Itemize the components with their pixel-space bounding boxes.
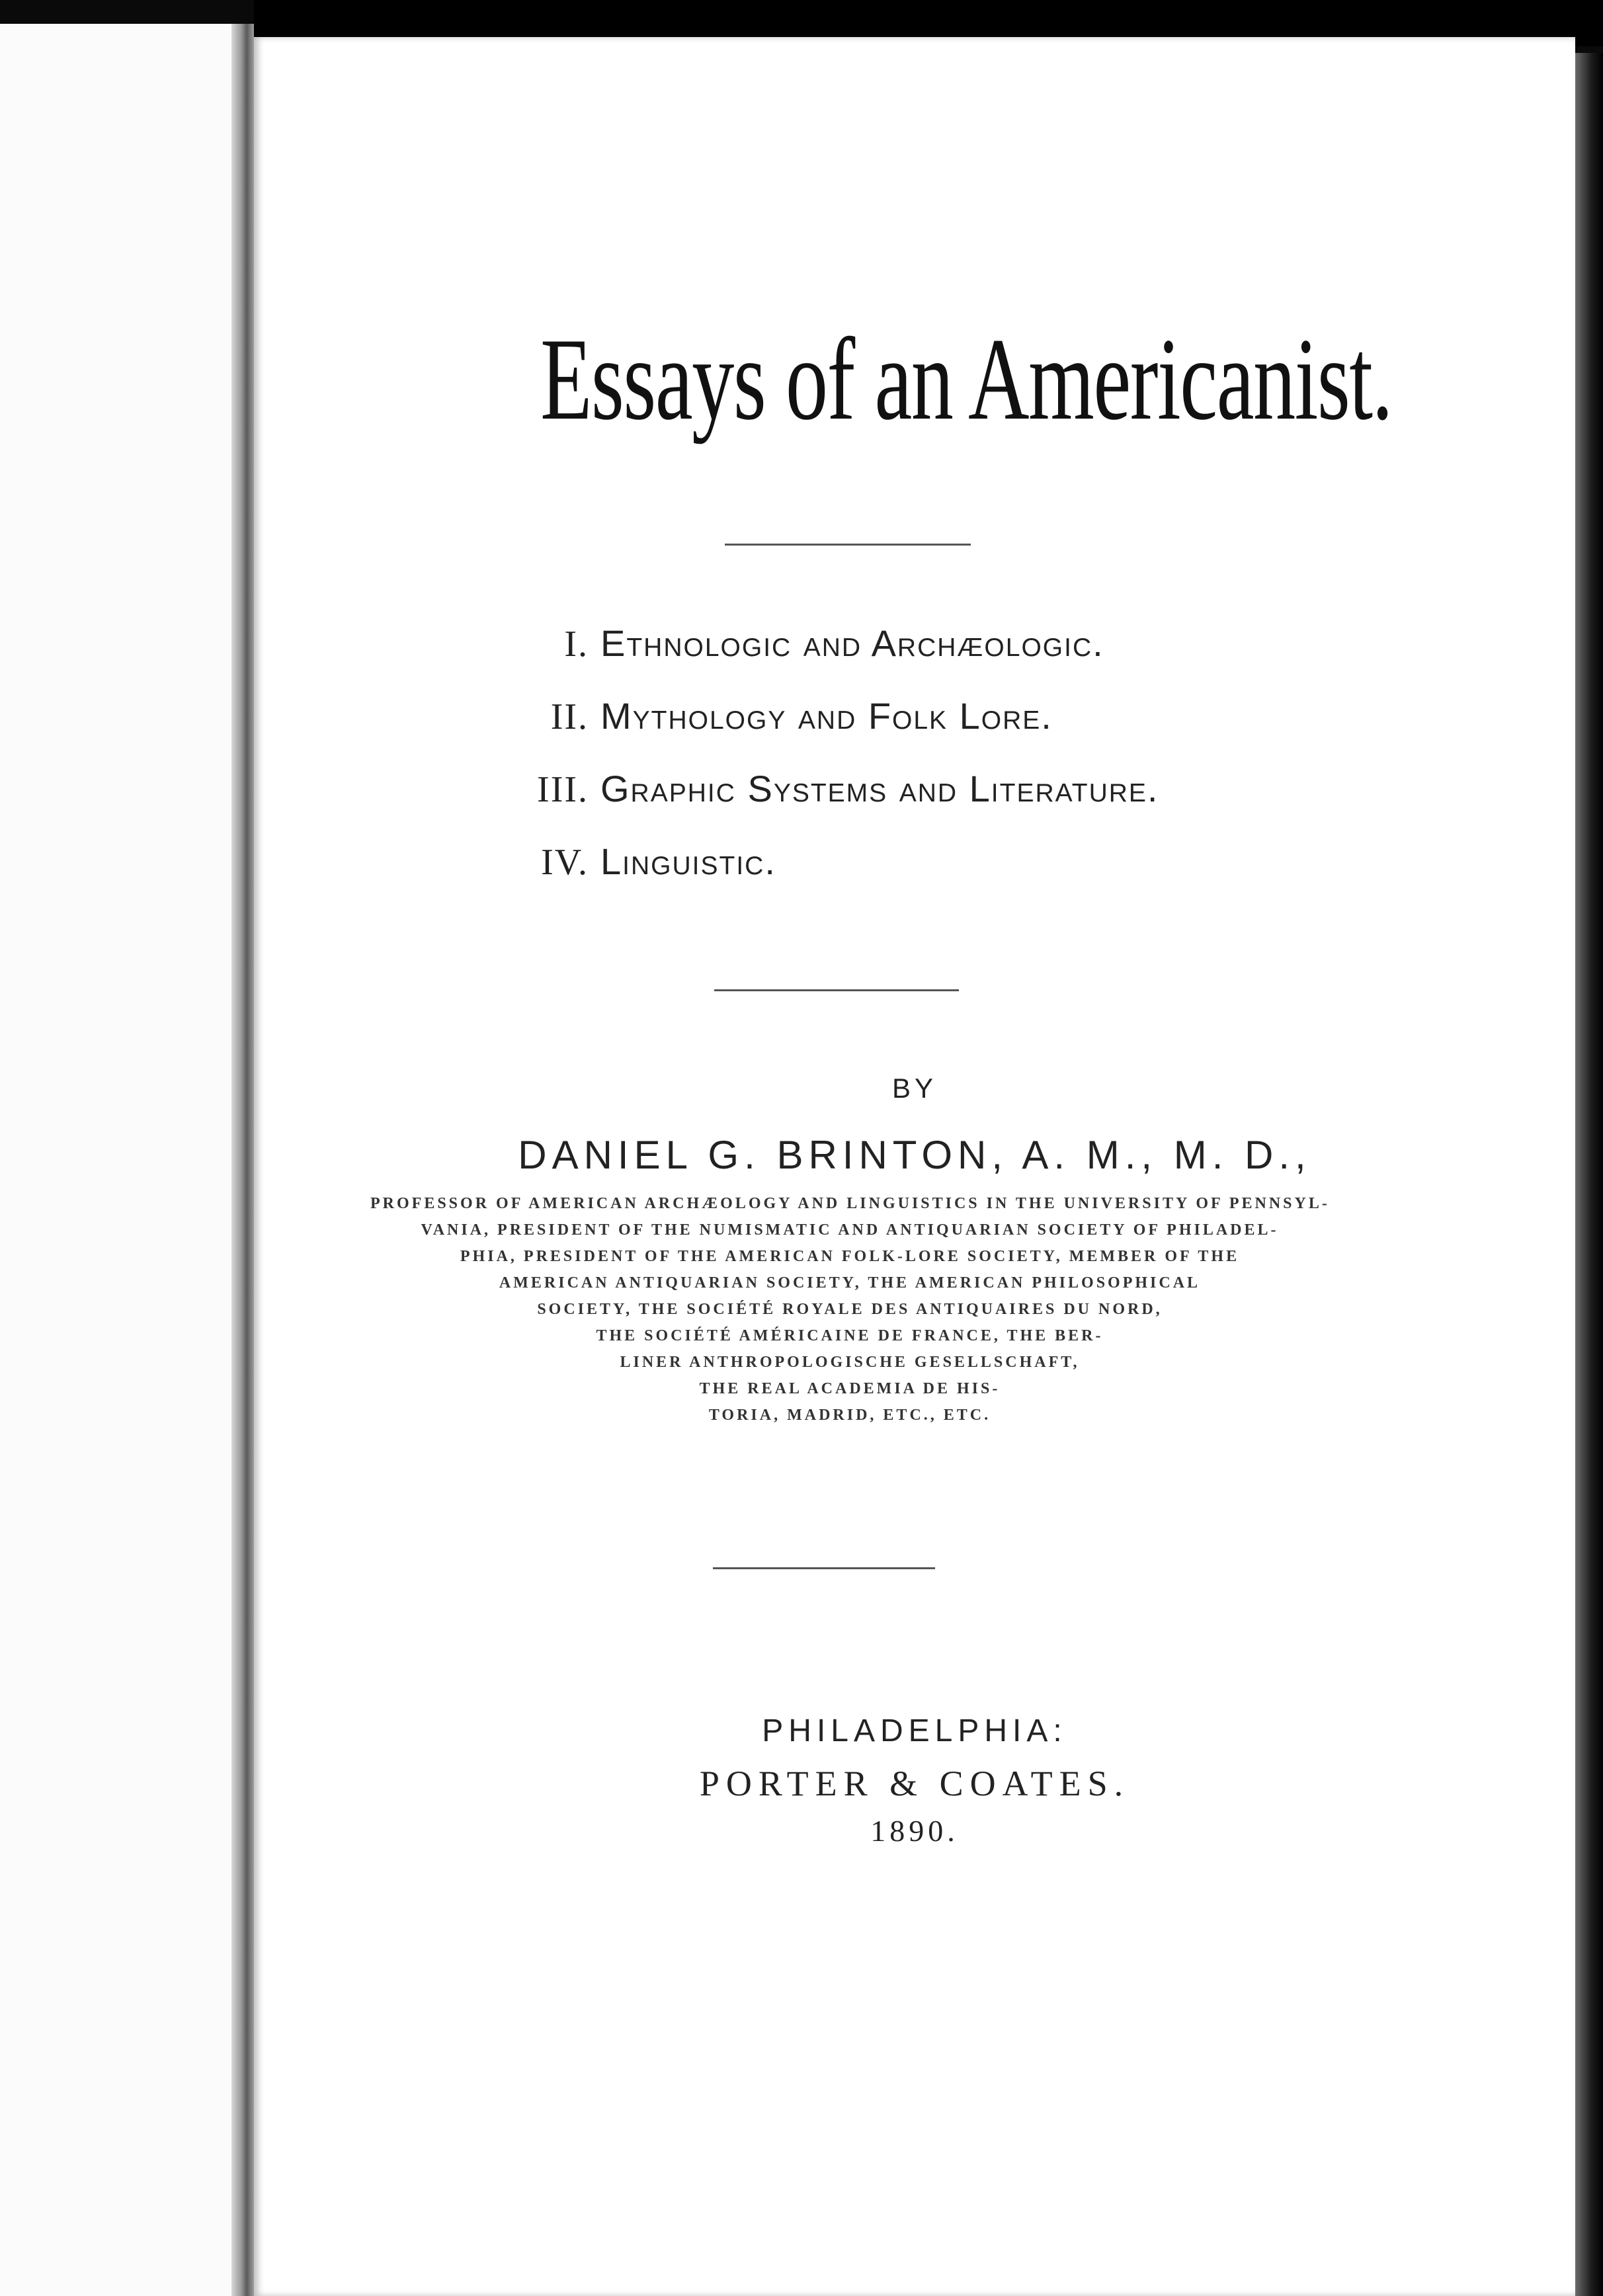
facing-page [0, 24, 235, 2296]
author-name: DANIEL G. BRINTON, A. M., M. D., [518, 1133, 1311, 1177]
credentials-line: PROFESSOR OF AMERICAN ARCHÆOLOGY AND LINGUISTICS IN THE UNIVERSITY OF PENNSYL- [370, 1195, 1330, 1212]
contents-item-label: Mythology and Folk Lore. [600, 695, 1053, 737]
by-label: BY [891, 1073, 938, 1104]
divider-rule [725, 544, 971, 546]
contents-item-label: Graphic Systems and Literature. [600, 768, 1159, 809]
credentials-line: LINER ANTHROPOLOGISCHE GESELLSCHAFT, [620, 1354, 1080, 1371]
imprint-year: 1890. [870, 1814, 959, 1848]
book-title: Essays of an Americanist. [540, 313, 1393, 444]
imprint-publisher: PORTER & COATES. [699, 1764, 1130, 1803]
author-credentials [370, 1190, 1329, 1428]
credentials-line: SOCIETY, THE SOCIÉTÉ ROYALE DES ANTIQUAIRES DU NORD, [537, 1301, 1163, 1318]
contents-item-number: I. [564, 624, 589, 665]
credentials-line: PHIA, PRESIDENT OF THE AMERICAN FOLK-LORE SOCIETY, MEMBER OF THE [460, 1248, 1240, 1265]
contents-item-label: Ethnologic and Archæologic. [600, 622, 1104, 664]
divider-rule [713, 1567, 935, 1569]
imprint-city: PHILADELPHIA: [762, 1713, 1067, 1748]
contents-item-label: Linguistic. [600, 840, 776, 882]
contents-list [516, 622, 1159, 913]
contents-item [516, 840, 1159, 913]
contents-item-number: IV. [541, 842, 589, 883]
credentials-line: TORIA, MADRID, ETC., ETC. [708, 1407, 991, 1424]
contents-item-number: III. [537, 769, 589, 810]
credentials-line: THE REAL ACADEMIA DE HIS- [699, 1380, 1001, 1397]
contents-item [516, 694, 1159, 767]
credentials-line: VANIA, PRESIDENT OF THE NUMISMATIC AND ANTIQUARIAN SOCIETY OF PHILADEL- [421, 1221, 1279, 1239]
scan-border-right [1575, 53, 1603, 2296]
contents-item [516, 767, 1159, 840]
divider-rule [714, 989, 959, 991]
credentials-line: THE SOCIÉTÉ AMÉRICAINE DE FRANCE, THE BER- [596, 1327, 1104, 1344]
contents-item-number: II. [550, 696, 589, 737]
credentials-line: AMERICAN ANTIQUARIAN SOCIETY, THE AMERICAN PHILOSOPHICAL [499, 1274, 1201, 1292]
contents-item [516, 622, 1159, 694]
